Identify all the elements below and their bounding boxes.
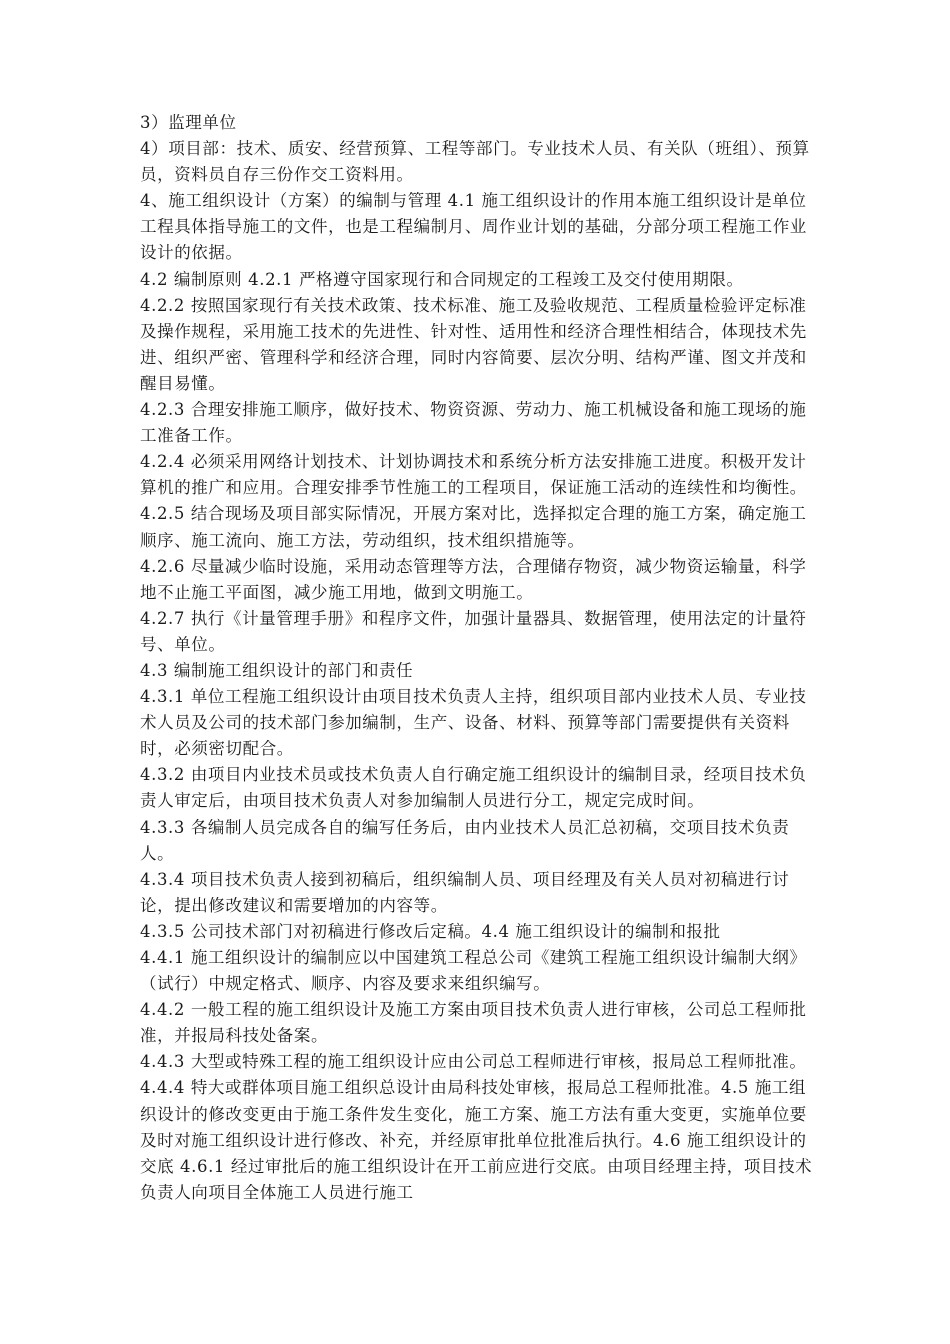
paragraph: 4.3.4 项目技术负责人接到初稿后，组织编制人员、项目经理及有关人员对初稿进行讨论，提出修改建议和需要增加的内容等。 [140, 869, 790, 915]
document-body [140, 110, 820, 1206]
paragraph: 4.4.1 施工组织设计的编制应以中国建筑工程总公司《建筑工程施工组织设计编制大纲》（试行）中规定格式、顺序、内容及要求来组织编写。 [140, 948, 807, 994]
paragraph: 4.3.5 公司技术部门对初稿进行修改后定稿。4.4 施工组织设计的编制和报批 [140, 921, 721, 941]
paragraph: 4.4.2 一般工程的施工组织设计及施工方案由项目技术负责人进行审核，公司总工程师批准，并报局科技处备案。 [140, 1000, 807, 1046]
paragraph: 4.3.3 各编制人员完成各自的编写任务后，由内业技术人员汇总初稿，交项目技术负责人。 [140, 817, 790, 863]
paragraph: 4.2 编制原则 4.2.1 严格遵守国家现行和合同规定的工程竣工及交付使用期限。 [140, 269, 744, 289]
paragraph: 3）监理单位 [140, 113, 237, 132]
paragraph: 4.2.5 结合现场及项目部实际情况，开展方案对比，选择拟定合理的施工方案，确定施工顺序、施工流向、施工方法，劳动组织，技术组织措施等。 [140, 504, 807, 550]
paragraph: 4、施工组织设计（方案）的编制与管理 4.1 施工组织设计的作用本施工组织设计是单位工程具体指导施工的文件，也是工程编制月、周作业计划的基础，分部分项工程施工作业设计的依据。 [140, 191, 807, 263]
section-heading: 4.3 编制施工组织设计的部门和责任 [140, 660, 414, 680]
paragraph: 4.2.4 必须采用网络计划技术、计划协调技术和系统分析方法安排施工进度。积极开发计算机的推广和应用。合理安排季节性施工的工程项目，保证施工活动的连续性和均衡性。 [140, 452, 807, 498]
paragraph: 4.2.2 按照国家现行有关技术政策、技术标准、施工及验收规范、工程质量检验评定标准及操作规程，采用施工技术的先进性、针对性、适用性和经济合理性相结合，体现技术先进、组织严密、管理科学和经济合理，同时内容简要、层次分明、结构严谨、图文并茂和醒目易懂。 [140, 295, 807, 393]
paragraph: 4.2.3 合理安排施工顺序，做好技术、物资资源、劳动力、施工机械设备和施工现场的施工准备工作。 [140, 400, 807, 446]
paragraph: 4.3.1 单位工程施工组织设计由项目技术负责人主持，组织项目部内业技术人员、专业技术人员及公司的技术部门参加编制，生产、设备、材料、预算等部门需要提供有关资料时，必须密切配合。 [140, 687, 807, 759]
paragraph: 4.2.7 执行《计量管理手册》和程序文件，加强计量器具、数据管理，使用法定的计量符号、单位。 [140, 608, 807, 654]
paragraph: 4.4.3 大型或特殊工程的施工组织设计应由公司总工程师进行审核，报局总工程师批准。4.4.4 特大或群体项目施工组织总设计由局科技处审核，报局总工程师批准。4.5 施工组织设计的修改变更由于施工条件发生变化，施工方案、施工方法有重大变更，实施单位要及时对施工组织设计进行修改、补充，并经原审批单位批准后执行。4.6 施工组织设计的交底 4.6.1 经过审批后的施工组织设计在开工前应进行交底。由项目经理主持，项目技术负责人向项目全体施工人员进行施工 [140, 1052, 813, 1202]
paragraph: 4）项目部：技术、质安、经营预算、工程等部门。专业技术人员、有关队（班组）、预算员，资料员自存三份作交工资料用。 [140, 139, 810, 185]
paragraph: 4.3.2 由项目内业技术员或技术负责人自行确定施工组织设计的编制目录，经项目技术负责人审定后，由项目技术负责人对参加编制人员进行分工，规定完成时间。 [140, 765, 807, 811]
paragraph: 4.2.6 尽量减少临时设施，采用动态管理等方法，合理储存物资，减少物资运输量，科学地不止施工平面图，减少施工用地，做到文明施工。 [140, 556, 807, 602]
